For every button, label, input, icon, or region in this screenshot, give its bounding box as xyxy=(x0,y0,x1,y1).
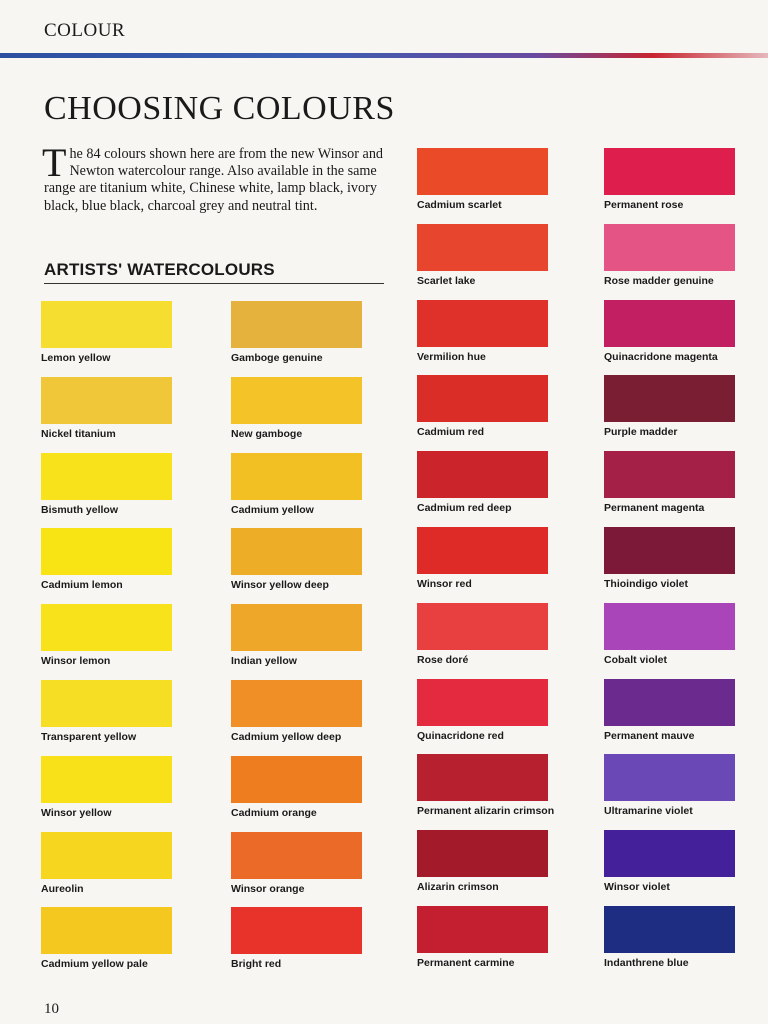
swatch-item xyxy=(604,451,744,515)
color-swatch xyxy=(604,906,735,953)
color-swatch xyxy=(417,754,548,801)
swatch-item xyxy=(231,604,371,668)
color-swatch xyxy=(417,300,548,347)
swatch-label: Rose doré xyxy=(417,653,469,666)
swatch-item xyxy=(41,453,181,516)
color-swatch xyxy=(41,604,172,651)
color-swatch xyxy=(41,756,172,803)
color-swatch xyxy=(231,907,362,954)
swatch-label: Winsor yellow xyxy=(41,806,112,819)
color-swatch xyxy=(417,148,548,195)
color-swatch xyxy=(41,832,172,879)
swatch-item xyxy=(417,527,557,590)
color-swatch xyxy=(41,528,172,575)
color-swatch xyxy=(604,300,735,347)
swatch-label: Indian yellow xyxy=(231,655,297,668)
swatch-label: Permanent carmine xyxy=(417,957,515,969)
swatch-label: Permanent alizarin crimson xyxy=(417,805,555,818)
swatch-item xyxy=(417,906,557,969)
swatch-label: Bismuth yellow xyxy=(41,503,119,516)
header-color-rule xyxy=(0,53,768,58)
swatch-item xyxy=(604,906,744,969)
section-underline xyxy=(44,283,384,284)
swatch-item xyxy=(41,528,181,592)
color-swatch xyxy=(417,375,548,422)
swatch-label: Bright red xyxy=(231,958,282,971)
swatch-label: Alizarin crimson xyxy=(417,881,499,894)
swatch-item xyxy=(604,375,744,439)
swatch-label: New gamboge xyxy=(231,427,303,440)
color-swatch xyxy=(231,453,362,500)
swatch-item xyxy=(604,224,744,287)
swatch-label: Cadmium scarlet xyxy=(417,199,502,211)
page-title: CHOOSING COLOURS xyxy=(44,90,395,127)
running-head: COLOUR xyxy=(44,20,126,41)
swatch-label: Cadmium yellow xyxy=(231,503,314,516)
swatch-label: Aureolin xyxy=(41,882,84,895)
swatch-item xyxy=(604,300,744,363)
swatch-item xyxy=(417,300,557,363)
color-swatch xyxy=(604,527,735,574)
swatch-label: Cadmium lemon xyxy=(41,579,123,592)
swatch-label: Rose madder genuine xyxy=(604,274,714,287)
section-title: ARTISTS' WATERCOLOURS xyxy=(44,260,275,279)
swatch-label: Nickel titanium xyxy=(41,427,116,440)
swatch-item xyxy=(417,148,557,211)
swatch-item xyxy=(604,527,744,590)
swatch-label: Winsor red xyxy=(417,578,472,590)
color-swatch xyxy=(41,907,172,954)
swatch-item xyxy=(41,377,181,440)
swatch-label: Permanent rose xyxy=(604,199,684,211)
swatch-item xyxy=(231,377,371,440)
swatch-label: Cadmium red xyxy=(417,426,485,439)
color-swatch xyxy=(231,832,362,879)
swatch-label: Lemon yellow xyxy=(41,352,111,364)
color-swatch xyxy=(41,301,172,348)
swatch-item xyxy=(41,832,181,895)
color-swatch xyxy=(231,680,362,727)
swatch-item xyxy=(417,754,557,818)
swatch-item xyxy=(604,679,744,742)
swatch-label: Winsor yellow deep xyxy=(231,579,329,592)
swatch-label: Vermilion hue xyxy=(417,350,486,363)
swatch-item xyxy=(417,679,557,742)
swatch-item xyxy=(41,680,181,743)
swatch-label: Winsor violet xyxy=(604,881,670,894)
swatch-label: Gamboge genuine xyxy=(231,352,323,364)
swatch-label: Thioindigo violet xyxy=(604,578,688,590)
swatch-label: Ultramarine violet xyxy=(604,805,693,818)
swatch-label: Transparent yellow xyxy=(41,731,137,743)
color-swatch xyxy=(231,756,362,803)
color-swatch xyxy=(417,527,548,574)
color-swatch xyxy=(231,377,362,424)
color-swatch xyxy=(41,680,172,727)
color-swatch xyxy=(604,679,735,726)
color-swatch xyxy=(417,906,548,953)
color-swatch xyxy=(604,451,735,498)
color-swatch xyxy=(41,377,172,424)
swatch-item xyxy=(604,603,744,666)
intro-drop-cap: T xyxy=(42,140,67,185)
swatch-item xyxy=(231,756,371,819)
color-swatch xyxy=(417,679,548,726)
page-number: 10 xyxy=(44,1001,59,1017)
swatch-label: Winsor lemon xyxy=(41,655,111,668)
color-swatch xyxy=(604,148,735,195)
color-swatch xyxy=(231,604,362,651)
swatch-label: Quinacridone red xyxy=(417,729,504,742)
swatch-item xyxy=(41,301,181,364)
swatch-item xyxy=(417,603,557,666)
swatch-item xyxy=(417,451,557,515)
swatch-item xyxy=(41,756,181,819)
swatch-item xyxy=(417,830,557,894)
color-swatch xyxy=(604,754,735,801)
color-swatch xyxy=(604,830,735,877)
intro-text: he 84 colours shown here are from the new Winsor and Newton watercolour range. Also available in the same range are titanium white, Chinese white, lamp black, ivory black, blue black, charcoal grey and neutral tint. xyxy=(44,146,384,214)
swatch-label: Permanent mauve xyxy=(604,729,695,742)
swatch-label: Winsor orange xyxy=(231,882,305,895)
swatch-label: Scarlet lake xyxy=(417,274,476,287)
color-swatch xyxy=(41,453,172,500)
swatch-item xyxy=(417,224,557,287)
color-swatch xyxy=(231,528,362,575)
swatch-item xyxy=(231,453,371,516)
swatch-label: Quinacridone magenta xyxy=(604,350,718,363)
color-swatch xyxy=(231,301,362,348)
color-swatch xyxy=(417,830,548,877)
color-swatch xyxy=(417,224,548,271)
swatch-label: Cadmium orange xyxy=(231,806,317,819)
color-swatch xyxy=(417,603,548,650)
swatch-label: Cobalt violet xyxy=(604,653,668,666)
intro-paragraph xyxy=(42,140,386,215)
swatch-label: Permanent magenta xyxy=(604,502,705,515)
swatch-label: Indanthrene blue xyxy=(604,957,689,969)
color-swatch xyxy=(604,603,735,650)
swatch-label: Cadmium yellow deep xyxy=(231,731,342,743)
swatch-item xyxy=(604,754,744,818)
swatch-item xyxy=(417,375,557,439)
swatch-item xyxy=(231,301,371,364)
swatch-item xyxy=(231,832,371,895)
swatch-item xyxy=(41,907,181,971)
swatch-item xyxy=(41,604,181,668)
color-swatch xyxy=(604,375,735,422)
swatch-label: Cadmium yellow pale xyxy=(41,958,148,971)
swatch-label: Cadmium red deep xyxy=(417,502,512,515)
swatch-item xyxy=(604,148,744,211)
swatch-item xyxy=(231,680,371,743)
swatch-label: Purple madder xyxy=(604,426,678,439)
color-swatch xyxy=(417,451,548,498)
swatch-item xyxy=(231,907,371,971)
swatch-item xyxy=(604,830,744,894)
swatch-item xyxy=(231,528,371,592)
color-swatch xyxy=(604,224,735,271)
